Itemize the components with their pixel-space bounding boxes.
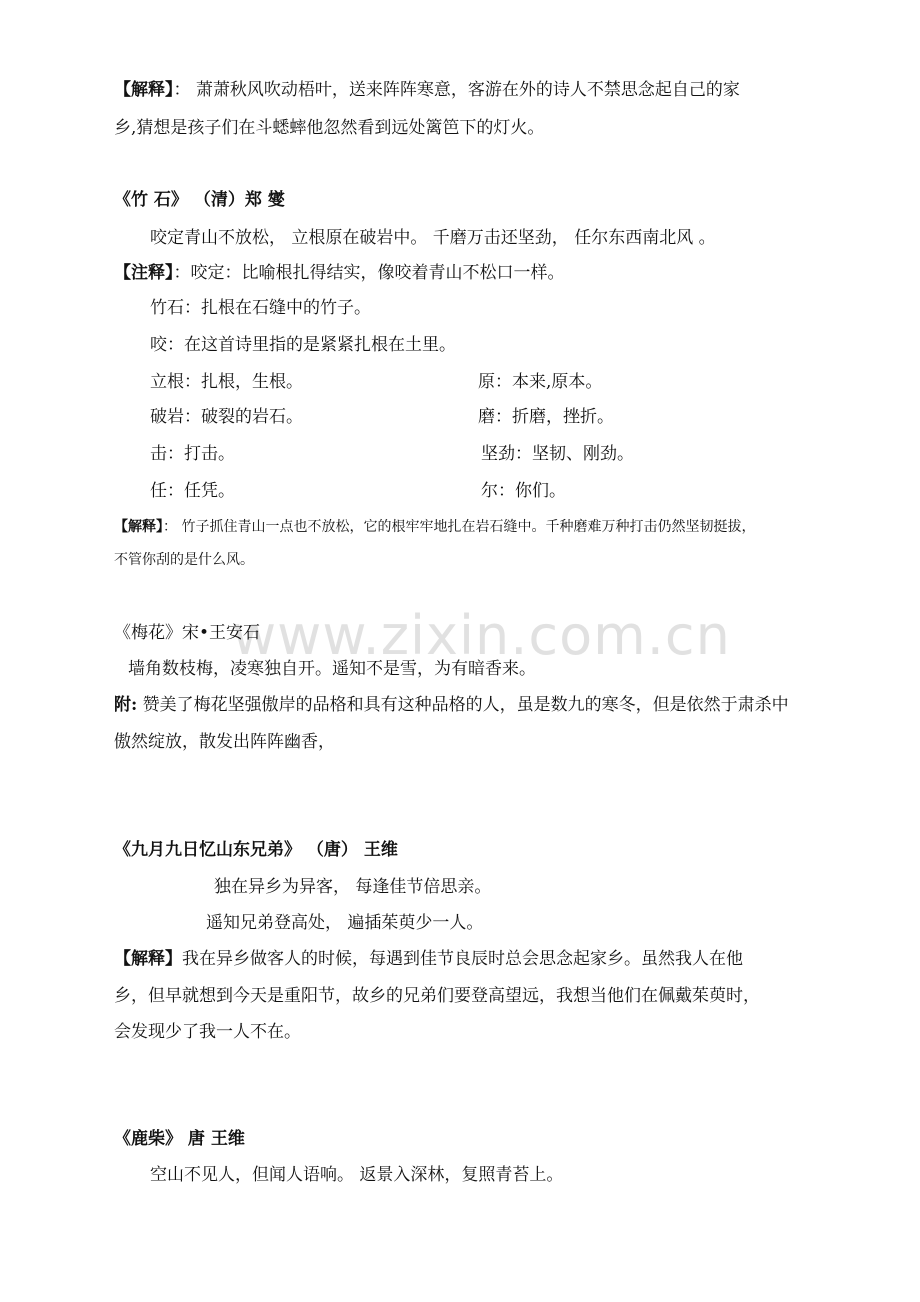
annotation-pair-left: 立根：扎根，生根。 xyxy=(150,372,303,392)
poem-line-1: 独在异乡为异客， 每逢佳节倍思亲。 xyxy=(214,877,492,897)
explanation-label: 【解释】 xyxy=(114,949,182,969)
appendix-line-2: 傲然绽放，散发出阵阵幽香， xyxy=(114,732,335,752)
annotation-pair-left: 破岩：破裂的岩石。 xyxy=(150,407,303,427)
explanation-line-2: 乡，但早就想到今天是重阳节，故乡的兄弟们要登高望远，我想当他们在佩戴茱萸时， xyxy=(114,986,760,1006)
watermark: www.zixin.com.cn xyxy=(232,604,731,667)
annotation-line-1: 【注释】：咬定：比喻根扎得结实，像咬着青山不松口一样。 xyxy=(114,263,565,283)
poem-title-luchai: 《鹿柴》 唐 王维 xyxy=(114,1129,245,1149)
explanation-line-2: 乡,猜想是孩子们在斗蟋蟀他忽然看到远处篱笆下的灯火。 xyxy=(114,118,545,138)
poem-title-meihua: 《梅花》宋•王安石 xyxy=(114,623,261,643)
explanation-line-1: 【解释】： 萧萧秋风吹动梧叶，送来阵阵寒意，客游在外的诗人不禁思念起自己的家 xyxy=(114,80,740,100)
explanation-label: 【解释】 xyxy=(114,519,163,535)
poem-text-luchai: 空山不见人，但闻人语响。 返景入深林，复照青苔上。 xyxy=(150,1165,564,1185)
explanation-line-1: 【解释】： 竹子抓住青山一点也不放松，它的根牢牢地扎在岩石缝中。千种磨难万种打击仍然坚韧挺拔， xyxy=(114,519,756,535)
annotation-pair-right: 尔：你们。 xyxy=(481,481,566,501)
appendix-label: 附: xyxy=(114,695,138,715)
poem-line-2: 遥知兄弟登高处， 遍插茱萸少一人。 xyxy=(206,913,484,933)
annotation-pair-left: 任：任凭。 xyxy=(150,481,235,501)
annotation-line-3: 咬：在这首诗里指的是紧紧扎根在土里。 xyxy=(150,335,456,355)
explanation-line-2: 不管你刮的是什么风。 xyxy=(114,552,254,568)
annotation-pair-right: 坚劲：坚韧、刚劲。 xyxy=(481,444,634,464)
annotation-pair-right: 原：本来,原本。 xyxy=(478,372,603,392)
annotation-line-2: 竹石：扎根在石缝中的竹子。 xyxy=(150,298,371,318)
annotation-pair-right: 磨：折磨，挫折。 xyxy=(478,407,614,427)
annotation-pair-left: 击：打击。 xyxy=(150,444,235,464)
explanation-line-1: 【解释】我在异乡做客人的时候，每遇到佳节良辰时总会思念起家乡。虽然我人在他 xyxy=(114,949,743,969)
appendix-line-1: 附: 赞美了梅花坚强傲岸的品格和具有这种品格的人，虽是数九的寒冬，但是依然于肃杀中 xyxy=(114,695,789,715)
poem-text-zhushi: 咬定青山不放松， 立根原在破岩中。 千磨万击还坚劲， 任尔东西南北风 。 xyxy=(150,228,716,248)
poem-text-meihua: 墙角数枝梅，凌寒独自开。遥知不是雪，为有暗香来。 xyxy=(128,659,536,679)
explanation-label: 【解释】 xyxy=(114,80,174,100)
poem-title-jiuyue: 《九月九日忆山东兄弟》 （唐） 王维 xyxy=(114,840,398,860)
poem-title-zhushi: 《竹 石》 （清）郑 燮 xyxy=(114,190,285,210)
annotation-label: 【注释】 xyxy=(114,263,174,283)
explanation-line-3: 会发现少了我一人不在。 xyxy=(114,1022,301,1042)
